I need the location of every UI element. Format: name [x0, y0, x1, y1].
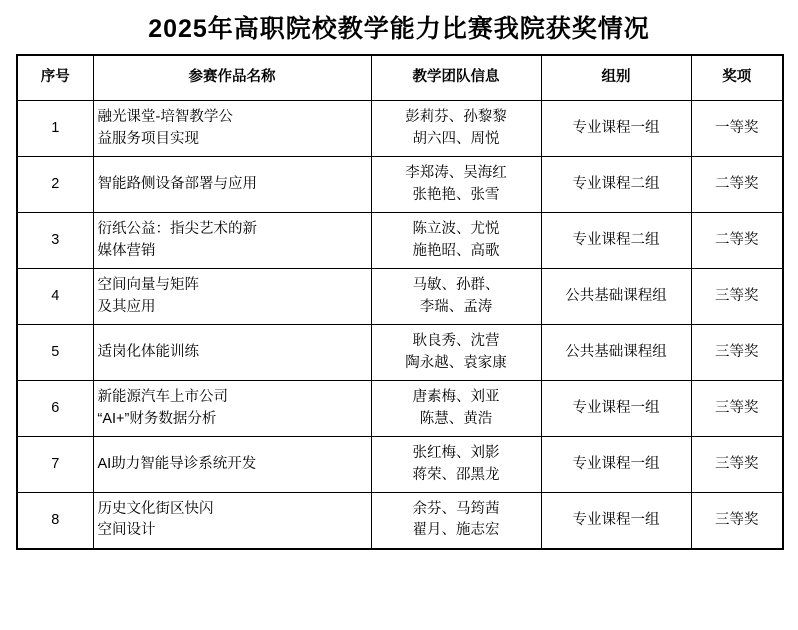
team-info-line: 胡六四、周悦 — [412, 130, 500, 147]
work-name-line: 及其应用 — [97, 298, 156, 315]
cell-team-info — [371, 381, 541, 437]
cell-team-info — [371, 437, 541, 493]
column-header-work: 参赛作品名称 — [93, 55, 371, 101]
team-info-line: 耿良秀、沈营 — [412, 333, 500, 350]
page-title: 2025年高职院校教学能力比赛我院获奖情况 — [148, 15, 650, 43]
team-info-line: 唐素梅、刘亚 — [412, 389, 500, 406]
cell-serial-number: 7 — [17, 437, 93, 493]
table-body — [17, 101, 783, 549]
cell-prize: 一等奖 — [691, 101, 783, 157]
cell-work-name — [93, 325, 371, 381]
table-header — [17, 55, 783, 101]
cell-team-info — [371, 213, 541, 269]
work-name-line: 历史文化街区快闪 — [97, 501, 214, 518]
table-row — [17, 325, 783, 381]
cell-serial-number: 4 — [17, 269, 93, 325]
cell-serial-number: 3 — [17, 213, 93, 269]
cell-prize: 三等奖 — [691, 493, 783, 549]
table-row — [17, 381, 783, 437]
team-info-line: 李郑涛、吴海红 — [405, 165, 507, 182]
cell-work-name — [93, 381, 371, 437]
table-header-row — [17, 55, 783, 101]
table-row — [17, 157, 783, 213]
cell-group: 专业课程二组 — [541, 213, 691, 269]
table-row — [17, 493, 783, 549]
team-info-line: 余芬、马筠茜 — [412, 501, 500, 518]
table-row — [17, 269, 783, 325]
team-info-line: 蒋荣、邵黑龙 — [412, 466, 500, 483]
cell-prize: 二等奖 — [691, 213, 783, 269]
column-header-team: 教学团队信息 — [371, 55, 541, 101]
team-info-line: 陶永越、袁家康 — [405, 354, 507, 371]
team-info-line: 李瑞、孟涛 — [419, 298, 493, 315]
team-info-line: 陈慧、黄浩 — [419, 410, 493, 427]
cell-work-name — [93, 101, 371, 157]
cell-prize: 二等奖 — [691, 157, 783, 213]
cell-work-name — [93, 437, 371, 493]
team-info-line: 张红梅、刘影 — [412, 445, 500, 462]
cell-team-info — [371, 101, 541, 157]
cell-serial-number: 6 — [17, 381, 93, 437]
column-header-prize: 奖项 — [691, 55, 783, 101]
column-header-group: 组别 — [541, 55, 691, 101]
cell-serial-number: 8 — [17, 493, 93, 549]
work-name-line: 空间向量与矩阵 — [97, 277, 199, 294]
cell-group: 专业课程一组 — [541, 101, 691, 157]
team-info-line: 陈立波、尤悦 — [412, 221, 500, 238]
cell-team-info — [371, 325, 541, 381]
work-name-line: “AI+”财务数据分析 — [97, 410, 217, 427]
team-info-line: 张艳艳、张雪 — [412, 186, 500, 203]
cell-serial-number: 5 — [17, 325, 93, 381]
cell-work-name — [93, 269, 371, 325]
cell-team-info — [371, 269, 541, 325]
cell-prize: 三等奖 — [691, 269, 783, 325]
work-name-line: 融光课堂-培智教学公 — [97, 109, 233, 126]
cell-work-name — [93, 213, 371, 269]
table-row — [17, 101, 783, 157]
cell-group: 公共基础课程组 — [541, 325, 691, 381]
work-name-line: 新能源汽车上市公司 — [97, 389, 228, 406]
cell-work-name — [93, 493, 371, 549]
cell-team-info — [371, 493, 541, 549]
award-table — [16, 54, 784, 550]
work-name-line: 智能路侧设备部署与应用 — [97, 175, 257, 192]
team-info-line: 彭莉芬、孙黎黎 — [405, 109, 507, 126]
work-name-line: 媒体营销 — [97, 242, 156, 259]
cell-group: 公共基础课程组 — [541, 269, 691, 325]
work-name-line: 益服务项目实现 — [97, 130, 199, 147]
work-name-line: 衍纸公益：指尖艺术的新 — [97, 221, 257, 238]
cell-prize: 三等奖 — [691, 381, 783, 437]
table-row — [17, 213, 783, 269]
cell-prize: 三等奖 — [691, 437, 783, 493]
cell-group: 专业课程一组 — [541, 381, 691, 437]
team-info-line: 马敏、孙群、 — [412, 277, 500, 294]
cell-group: 专业课程二组 — [541, 157, 691, 213]
work-name-line: 空间设计 — [97, 522, 156, 539]
cell-serial-number: 1 — [17, 101, 93, 157]
cell-work-name — [93, 157, 371, 213]
cell-team-info — [371, 157, 541, 213]
column-header-no: 序号 — [17, 55, 93, 101]
cell-prize: 三等奖 — [691, 325, 783, 381]
work-name-line: 适岗化体能训练 — [97, 343, 199, 360]
cell-serial-number: 2 — [17, 157, 93, 213]
work-name-line: AI助力智能导诊系统开发 — [97, 455, 257, 472]
table-row — [17, 437, 783, 493]
team-info-line: 翟月、施志宏 — [412, 522, 500, 539]
team-info-line: 施艳昭、高歌 — [412, 242, 500, 259]
cell-group: 专业课程一组 — [541, 493, 691, 549]
cell-group: 专业课程一组 — [541, 437, 691, 493]
